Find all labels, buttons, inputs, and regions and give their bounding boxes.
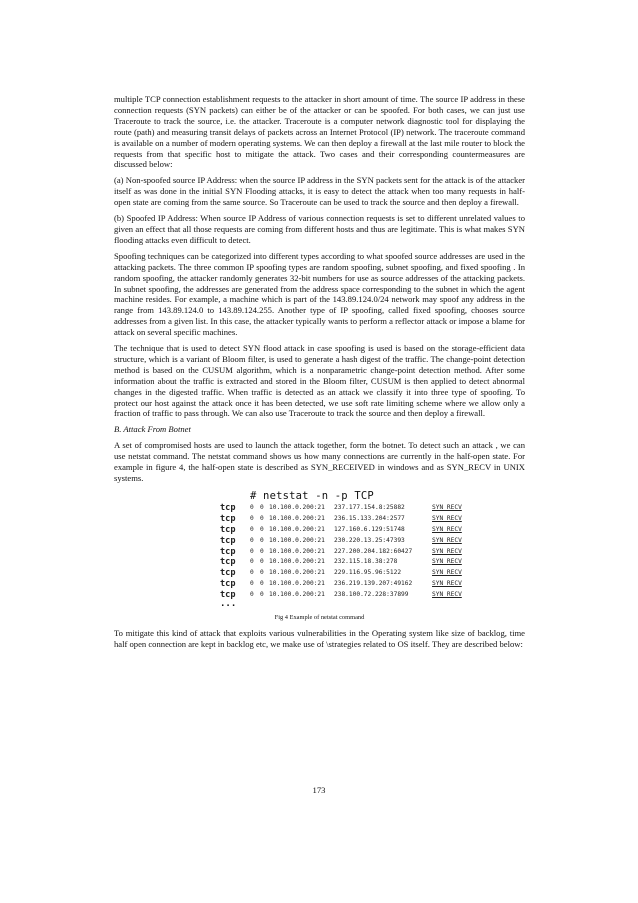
netstat-cell-state: SYN_RECV [432,591,462,599]
netstat-cell-foreign: 237.177.154.8:25882 [334,503,405,511]
netstat-cell-sendq: 0 [260,525,264,533]
netstat-cell-recvq: 0 [250,591,254,599]
paragraph-spoofed: (b) Spoofed IP Address: When source IP Address of various connection requests is set to different unrelated values to given an effect that all those requests are coming from different hosts and thus are legitimate. This is what makes SYN flooding attacks even difficult to detect. [114,213,525,245]
netstat-cell-recvq: 0 [250,558,254,566]
netstat-cell-sendq: 0 [260,591,264,599]
netstat-cell-proto: tcp [220,513,236,524]
netstat-cell-local: 10.100.0.200:21 [269,580,325,588]
netstat-cell-sendq: 0 [260,580,264,588]
paragraph-spoofing-types: Spoofing techniques can be categorized into different types according to what spoofed source addresses are used in the attacking packets. The three common IP spoofing types are random spoofing, subnet spoofing, and fixed spoofing . In random spoofing, the attacker randomly generates 32-bit numbers for use as source addresses of the attacking packets. In subnet spoofing, the addresses are generated from the address space corresponding to the subnet in which the agent machine resides. For example, a machine which is part of the 143.89.124.0/24 network may spoof any address in the range from 143.89.124.0 to 143.89.124.255. Another type of IP spoofing, called fixed spoofing, chooses source addresses from a given list. In this case, the attacker typically wants to perform a reflector attack or impose a blame for attack on several specific machines. [114,250,525,338]
netstat-cell-recvq: 0 [250,569,254,577]
netstat-cell-foreign: 127.160.6.129:51748 [334,525,405,533]
netstat-row [220,579,462,590]
netstat-cell-foreign: 229.116.95.96:5122 [334,569,402,577]
netstat-cell-proto: tcp [220,579,236,590]
netstat-cell-proto: tcp [220,590,236,601]
netstat-cell-state: SYN_RECV [432,503,462,511]
netstat-cell-foreign: 227.200.204.182:60427 [334,547,413,555]
netstat-cell-local: 10.100.0.200:21 [269,558,325,566]
netstat-cell-sendq: 0 [260,514,264,522]
netstat-cell-sendq: 0 [260,503,264,511]
netstat-row [220,536,462,547]
netstat-cell-local: 10.100.0.200:21 [269,514,325,522]
netstat-cell-state: SYN_RECV [432,547,462,555]
netstat-cell-sendq: 0 [260,536,264,544]
paragraph-intro: multiple TCP connection establishment requests to the attacker in short amount of time. The source IP address in these connection requests (SYN packets) can either be of the attacker or can be spoofed. For both cases, we can just use Traceroute to track the source, i.e. the attacker. Traceroute is a computer network diagnostic tool for displaying the route (path) and measuring transit delays of packets across an Internet Protocol (IP) network. The traceroute command is available on a number of modern operating systems. We can then deploy a firewall at the last mile router to block the requests from that specific host to mitigate the attack. Two cases and their corresponding countermeasures are discussed below: [114,94,525,170]
netstat-figure [114,489,525,624]
netstat-cell-proto: tcp [220,502,236,513]
page-content [114,94,525,655]
netstat-row [220,547,462,558]
paragraph-detection-technique: The technique that is used to detect SYN flood attack in case spoofing is used is based on the storage-efficient data structure, which is a variant of Bloom filter, is used to generate a hash digest of the traffic. The change-point detection method is based on the CUSUM algorithm, which is a nonparametric change-point detection method. After some information about the traffic is extracted and stored in the Bloom filter, CUSUM is then applied to detect abnormal changes in the digested traffic. When traffic is detected as an attack we classify it into three type of spoofing. To protect our host against the attack once it has been detected, we use soft rate limiting scheme where we allow only a fraction of traffic to pass through. We can also use Traceroute to track the source and then deploy a firewall. [114,343,525,419]
netstat-cell-foreign: 236.219.139.207:49162 [334,580,413,588]
netstat-cell-recvq: 0 [250,525,254,533]
netstat-cell-foreign: 236.15.133.204:2577 [334,514,405,522]
netstat-cell-local: 10.100.0.200:21 [269,547,325,555]
netstat-cell-sendq: 0 [260,558,264,566]
netstat-cell-state: SYN_RECV [432,536,462,544]
netstat-row [220,568,462,579]
netstat-cell-sendq: 0 [260,569,264,577]
netstat-cell-state: SYN_RECV [432,525,462,533]
netstat-cell-recvq: 0 [250,547,254,555]
netstat-cell-recvq: 0 [250,503,254,511]
netstat-cell-local: 10.100.0.200:21 [269,591,325,599]
netstat-cell-sendq: 0 [260,547,264,555]
netstat-cell-local: 10.100.0.200:21 [269,525,325,533]
netstat-cell-state: SYN_RECV [432,514,462,522]
paragraph-botnet: A set of compromised hosts are used to launch the attack together, form the botnet. To detect such an attack , we can use netstat command. The netstat command shows us how many connections are currently in the half-open state. For example in figure 4, the half-open state is described as SYN_RECEIVED in windows and as SYN_RECV in UNIX systems. [114,440,525,483]
netstat-cell-local: 10.100.0.200:21 [269,503,325,511]
netstat-cell-recvq: 0 [250,580,254,588]
netstat-cell-proto: tcp [220,557,236,568]
netstat-row [220,503,462,514]
netstat-row [220,525,462,536]
netstat-cell-proto: tcp [220,535,236,546]
netstat-cell-local: 10.100.0.200:21 [269,536,325,544]
netstat-output-table [220,503,462,601]
page-number: 173 [312,785,326,795]
netstat-cell-state: SYN_RECV [432,580,462,588]
netstat-ellipsis: ... [220,599,237,610]
netstat-cell-state: SYN_RECV [432,558,462,566]
section-heading: B. Attack From Botnet [114,424,191,435]
paragraph-non-spoofed: (a) Non-spoofed source IP Address: when the source IP address in the SYN packets sent for the attack is of the attacker itself as was done in the initial SYN Flooding attacks, it is easy to detect the attack when too many requests in half-open state are coming from the same source. So Traceroute can be used to track the source and then deploy a firewall. [114,175,525,208]
netstat-cell-foreign: 232.115.18.38:278 [334,558,398,566]
paragraph-mitigation: To mitigate this kind of attack that exploits various vulnerabilities in the Operating system like size of backlog, time half open connection are kept in backlog etc, we make use of \strategies related to OS itself. They are described below: [114,627,525,649]
netstat-cell-proto: tcp [220,546,236,557]
netstat-cell-recvq: 0 [250,536,254,544]
netstat-row [220,590,462,601]
figure-caption: Fig 4 Example of netstat command [274,614,365,622]
netstat-cell-foreign: 238.100.72.228:37899 [334,591,409,599]
netstat-cell-foreign: 230.220.13.25:47393 [334,536,405,544]
netstat-cell-state: SYN_RECV [432,569,462,577]
netstat-row [220,514,462,525]
netstat-cell-proto: tcp [220,524,236,535]
netstat-row [220,557,462,568]
netstat-command: # netstat -n -p TCP [250,489,374,502]
netstat-cell-proto: tcp [220,568,236,579]
netstat-cell-recvq: 0 [250,514,254,522]
netstat-cell-local: 10.100.0.200:21 [269,569,325,577]
